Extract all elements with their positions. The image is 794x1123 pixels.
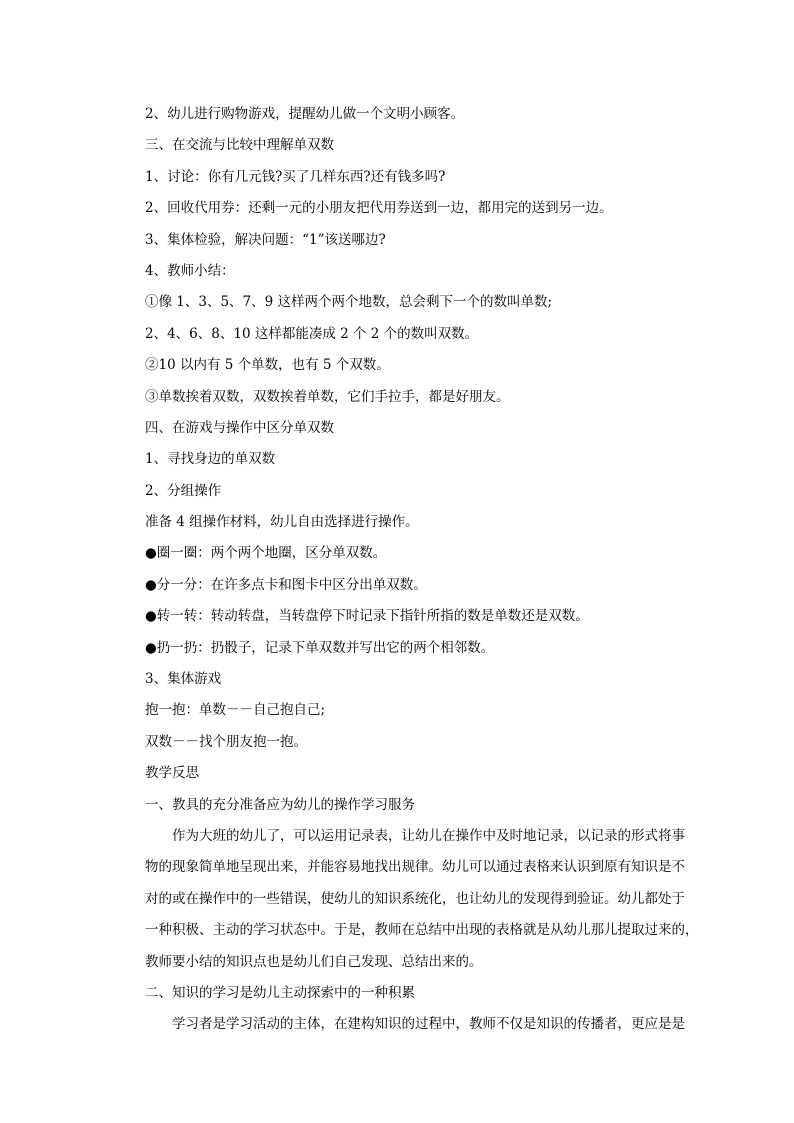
text-line: 2、分组操作 — [145, 482, 222, 499]
section-heading: 四、在游戏与操作中区分单双数 — [145, 419, 334, 436]
text-line: 2、4、6、8、10 这样都能凑成 2 个 2 个的数叫双数。 — [145, 325, 479, 342]
text-line: 双数－－找个朋友抱一抱。 — [145, 733, 307, 750]
paragraph-line: 教师要小结的知识点也是幼儿们自己发现、总结出来的。 — [145, 953, 483, 970]
text-line: 准备 4 组操作材料，幼儿自由选择进行操作。 — [145, 514, 419, 531]
text-line: 4、教师小结： — [145, 262, 235, 279]
paragraph-line: 一种积极、主动的学习状态中。于是，教师在总结中出现的表格就是从幼儿那儿提取过来的， — [145, 922, 699, 939]
section-heading: 三、在交流与比较中理解单双数 — [145, 137, 334, 154]
text-line: 1、寻找身边的单双数 — [145, 451, 276, 468]
section-heading: 一、教具的充分准备应为幼儿的操作学习服务 — [145, 796, 415, 813]
text-line: 2、回收代用券：还剩一元的小朋友把代用券送到一边，都用完的送到另一边。 — [145, 200, 613, 217]
section-heading: 二、知识的学习是幼儿主动探索中的一种积累 — [145, 984, 415, 1001]
text-line: 2、幼儿进行购物游戏，提醒幼儿做一个文明小顾客。 — [145, 106, 465, 122]
bullet-item: ●扔一扔：扔骰子，记录下单双数并写出它的两个相邻数。 — [145, 639, 495, 656]
paragraph-line: 对的或在操作中的一些错误，使幼儿的知识系统化，也让幼儿的发现得到验证。幼儿都处于 — [145, 890, 685, 907]
bullet-item: ●圈一圈：两个两个地圈，区分单双数。 — [145, 545, 387, 562]
text-line: ①像 1、3、5、7、9 这样两个两个地数，总会剩下一个的数叫单数; — [145, 294, 553, 311]
paragraph-line: 物的现象简单地呈现出来，并能容易地找出规律。幼儿可以通过表格来认识到原有知识是不 — [145, 859, 685, 876]
paragraph-line: 学习者是学习活动的主体，在建构知识的过程中，教师不仅是知识的传播者，更应是是 — [172, 1016, 685, 1033]
text-line: 3、集体检验，解决问题：“1”该送哪边? — [145, 231, 386, 248]
bullet-item: ●分一分：在许多点卡和图卡中区分出单双数。 — [145, 576, 427, 593]
paragraph-line: 作为大班的幼儿了，可以运用记录表，让幼儿在操作中及时地记录，以记录的形式将事 — [172, 827, 685, 844]
section-title: 教学反思 — [145, 765, 199, 782]
text-line: ③单数挨着双数，双数挨着单数，它们手拉手，都是好朋友。 — [145, 388, 510, 405]
text-line: 抱一抱：单数－－自己抱自己; — [145, 702, 326, 719]
text-line: 3、集体游戏 — [145, 671, 222, 688]
text-line: ②10 以内有 5 个单数，也有 5 个双数。 — [145, 357, 390, 374]
text-line: 1、讨论：你有几元钱?买了几样东西?还有钱多吗? — [145, 168, 446, 185]
bullet-item: ●转一转：转动转盘，当转盘停下时记录下指针所指的数是单数还是双数。 — [145, 608, 589, 625]
document-body — [145, 99, 710, 1041]
